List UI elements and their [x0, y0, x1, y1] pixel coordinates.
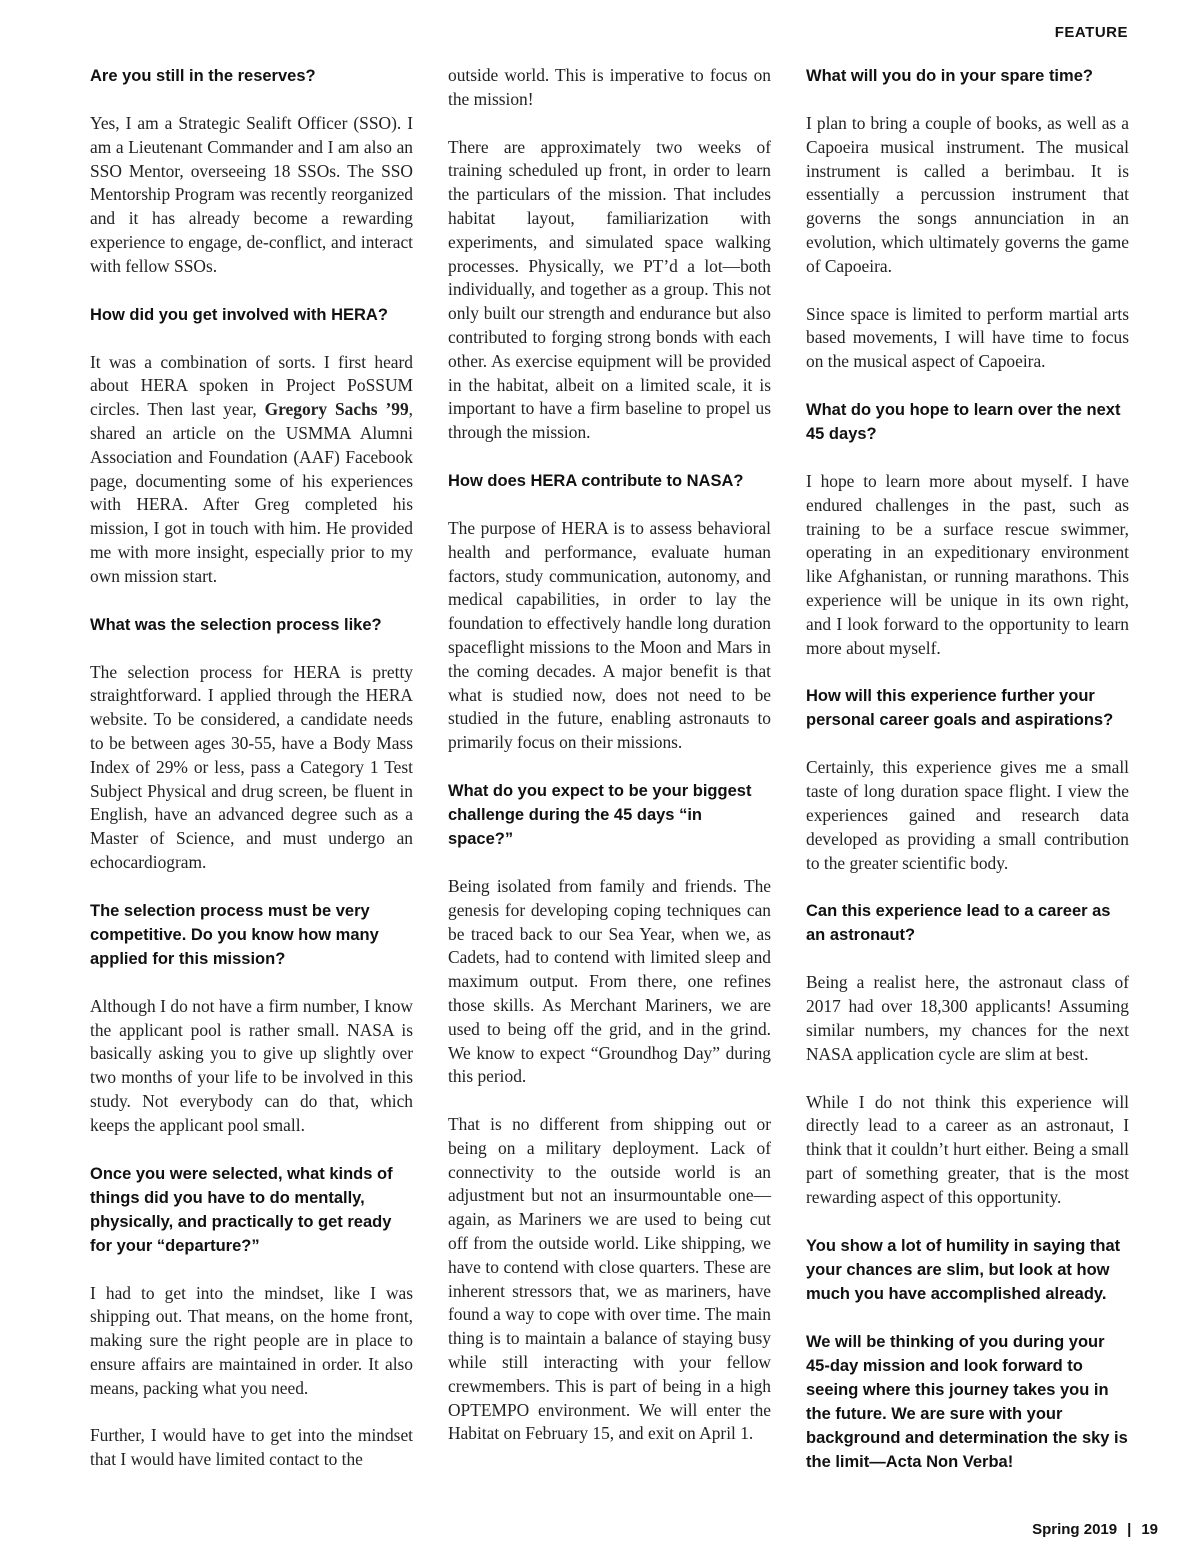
answer-competitive: Although I do not have a firm number, I know the applicant pool is rather small. NASA is basically asking you to give up slightly over two months of your life to be involved in this study. Not everybody can do that, which keeps the applicant pool small.	[90, 995, 413, 1135]
section-label: FEATURE	[1054, 24, 1128, 41]
column-3	[806, 64, 1129, 1498]
question-reserves: Are you still in the reserves?	[90, 67, 316, 85]
answer-departure: I had to get into the mindset, like I was shipping out. That means, on the home front, making sure the right people are in place to ensure affairs are maintained in order. It also means, packing what you need.	[90, 1282, 413, 1398]
answer-reserves: Yes, I am a Strategic Sealift Officer (SSO). I am a Lieutenant Commander and I am also an SSO Mentor, overseeing 18 SSOs. The SSO Mentorship Program was recently reorganized and it has already become a rewarding experience to engage, de-conflict, and interact with fellow SSOs.	[90, 113, 413, 276]
question-contribute-nasa: How does HERA contribute to NASA?	[448, 471, 744, 490]
column-2	[448, 64, 771, 1470]
column-1	[90, 64, 413, 1496]
question-departure: Once you were selected, what kinds of things did you have to do mentally, physically, and practically to get ready for your “departure?”	[90, 1164, 393, 1255]
answer-biggest-challenge: Being isolated from family and friends. The genesis for developing coping techniques can be traced back to our Sea Year, when we, as Cadets, had to contend with limited sleep and maximum output. From there, one refines those skills. As Merchant Mariners, we are used to being off the grid, and in the grind. We know to expect “Groundhog Day” during this period.	[448, 875, 771, 1087]
answer-departure-cont: Further, I would have to get into the mindset that I would have limited contact to the	[90, 1425, 413, 1470]
answer-spare-time-cont: Since space is limited to perform martial arts based movements, I will have time to focus on the musical aspect of Capoeira.	[806, 303, 1129, 372]
page-footer	[1032, 1521, 1158, 1538]
page-number: 19	[1141, 1521, 1158, 1538]
alumni-name: Gregory Sachs ’99	[264, 399, 409, 420]
question-competitive: The selection process must be very competitive. Do you know how many applied for this mission?	[90, 901, 379, 968]
answer-departure-cont-2: outside world. This is imperative to focus on the mission!	[448, 65, 771, 109]
answer-hope-to-learn: I hope to learn more about myself. I have endured challenges in the past, such as training to be a surface rescue swimmer, operating in an expeditionary environment like Afghanistan, or running marathons. This experience will be unique in its own right, and I look forward to the opportunity to learn more about myself.	[806, 470, 1129, 658]
answer-contribute-nasa: The purpose of HERA is to assess behavioral health and performance, evaluate human factors, study communication, autonomy, and medical capabilities, in order to lay the foundation to effectively handle long duration spaceflight missions to the Moon and Mars in the coming decades. A major benefit is that what is studied now, does not need to be studied in the future, enabling astronauts to primarily focus on their missions.	[448, 517, 771, 753]
question-career-goals: How will this experience further your personal career goals and aspirations?	[806, 687, 1114, 730]
question-hope-to-learn: What do you hope to learn over the next 45 days?	[806, 400, 1121, 443]
answer-training: There are approximately two weeks of training scheduled up front, in order to learn the particulars of the mission. That includes habitat layout, familiarization with experiments, and simulated space walking processes. Physically, we PT’d a lot—both individually, and together as a group. This not only built our strength and endurance but also contributed to forging strong bonds with each other. As exercise equipment will be provided in the habitat, albeit on a limited scale, it is important to have a firm baseline to propel us through the mission.	[448, 136, 771, 443]
closing-farewell: We will be thinking of you during your 45-day mission and look forward to seeing where this journey takes you in the future. We are sure with your background and determination the sky is the limit—Acta Non Verba!	[806, 1332, 1128, 1471]
footer-separator: |	[1127, 1521, 1132, 1538]
closing-humility: You show a lot of humility in saying that your chances are slim, but look at how much you have accomplished already.	[806, 1236, 1121, 1303]
question-biggest-challenge: What do you expect to be your biggest challenge during the 45 days “in space?”	[448, 781, 752, 848]
answer-career-goals: Certainly, this experience gives me a small taste of long duration space flight. I view the experiences gained and research data developed as providing a small contribution to the greater scientific body.	[806, 757, 1129, 873]
answer-involved-hera-post: , shared an article on the USMMA Alumni Association and Foundation (AAF) Facebook page, documenting some of his experiences with HERA. After Greg completed his mission, I got in touch with him. He provided me with more insight, especially prior to my own mission start.	[90, 399, 413, 586]
answer-astronaut-career: Being a realist here, the astronaut class of 2017 had over 18,300 applicants! Assuming similar numbers, my chances for the next NASA application cycle are slim at best.	[806, 972, 1129, 1064]
answer-selection-process: The selection process for HERA is pretty straightforward. I applied through the HERA website. To be considered, a candidate needs to be between ages 30-55, have a Body Mass Index of 29% or less, pass a Category 1 Test Subject Physical and drug screen, be fluent in English, have an advanced degree such as a Master of Science, and must undergo an echocardiogram.	[90, 661, 413, 872]
question-involved-hera: How did you get involved with HERA?	[90, 305, 388, 324]
question-astronaut-career: Can this experience lead to a career as an astronaut?	[806, 902, 1111, 945]
answer-involved-hera-pre: It was a combination of sorts. I first heard about HERA spoken in Project PoSSUM circles. Then last year,	[90, 351, 413, 420]
issue-label: Spring 2019	[1032, 1521, 1118, 1538]
answer-involved-hera	[90, 351, 413, 589]
answer-biggest-challenge-cont: That is no different from shipping out or being on a military deployment. Lack of connectivity to the outside world is an adjustment but not an insurmountable one—again, as Mariners we are used to being cut off from the outside world. Like shipping, we have to contend with close quarters. These are inherent stressors that, we as mariners, have found a way to cope with over time. The main thing is to maintain a balance of staying busy while still interacting with your fellow crewmembers. This is part of being in a high OPTEMPO environment. We will enter the Habitat on February 15, and exit on April 1.	[448, 1114, 771, 1444]
question-selection-process: What was the selection process like?	[90, 615, 382, 634]
question-spare-time: What will you do in your spare time?	[806, 67, 1093, 85]
answer-spare-time: I plan to bring a couple of books, as well as a Capoeira musical instrument. The musical instrument is called a berimbau. It is essentially a percussion instrument that governs the songs annunciation in an evolution, which ultimately governs the game of Capoeira.	[806, 113, 1129, 276]
answer-astronaut-career-cont: While I do not think this experience will directly lead to a career as an astronaut, I think that it couldn’t hurt either. Being a small part of something greater, that is the most rewarding aspect of this opportunity.	[806, 1091, 1129, 1207]
